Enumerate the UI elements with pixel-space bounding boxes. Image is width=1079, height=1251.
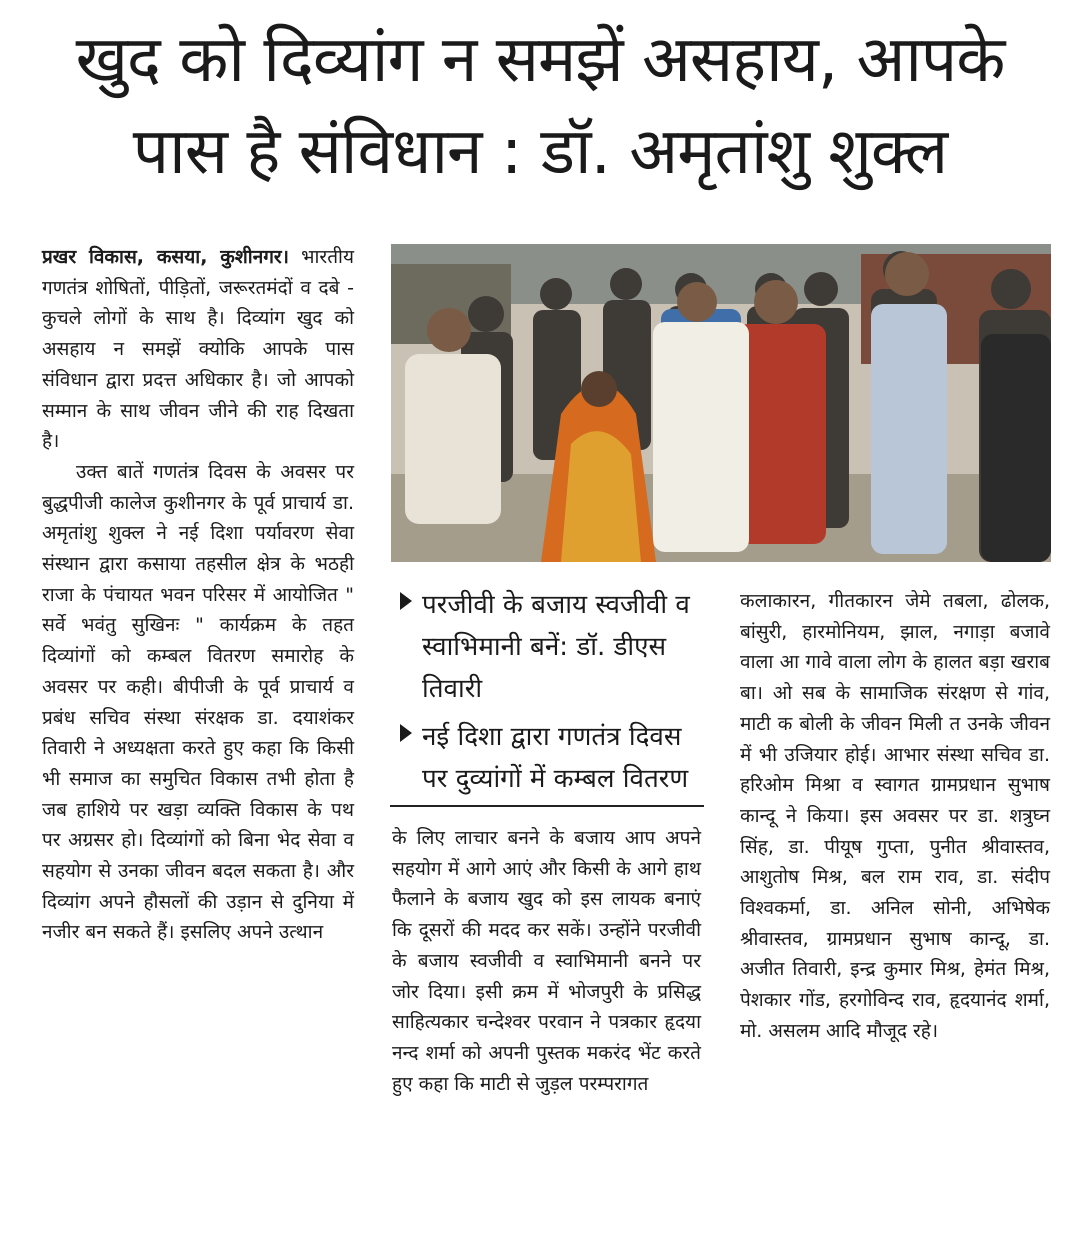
headline-line-2: पास है संविधान : डॉ. अमृतांशु शुक्ल [132,115,948,189]
article-column-3 [740,586,1050,1047]
triangle-arrow-icon [400,716,422,800]
highlight-text: नई दिशा द्वारा गणतंत्र दिवस पर दुव्यांगों में कम्बल वितरण [422,722,689,794]
triangle-arrow-icon [400,584,422,710]
highlight-item [400,584,700,710]
divider [390,805,704,807]
headline-line-1: खुद को दिव्यांग न समझें असहाय, आपके [75,23,1005,97]
headline [20,14,1060,198]
article-paragraph-1 [42,242,354,457]
news-photo [391,244,1051,562]
news-photo-drawing [391,244,1051,562]
article-paragraph-3: के लिए लाचार बनने के बजाय आप अपने सहयोग में आगे आएं और किसी के आगे हाथ फैलाने के बजाय खुद को इस लायक बनाएं कि दूसरों की मदद कर सकें। उन्होंने परजीवी के बजाय स्वजीवी व स्वाभिमानी बनने पर जोर दिया। इसी क्रम में भोजपुरी के प्रसिद्ध साहित्यकार चन्देश्वर परवान ने पत्रकार हृदया नन्द शर्मा को अपनी पुस्तक मकरंद भेंट करते हुए कहा कि माटी से जुड़ल परम्परागत [392,827,701,1095]
highlight-item [400,716,700,800]
highlight-text: परजीवी के बजाय स्वजीवी व स्वाभिमानी बनें: डॉ. डीएस तिवारी [422,590,690,704]
article-column-2 [392,823,701,1099]
article-paragraph-2: उक्त बातें गणतंत्र दिवस के अवसर पर बुद्धपीजी कालेज कुशीनगर के पूर्व प्राचार्य डा. अमृतांशु शुक्ल ने नई दिशा पर्यावरण सेवा संस्थान द्वारा कसाया तहसील क्षेत्र के भठही राजा के पंचायत भवन परिसर में आयोजित " सर्वे भवंतु सुखिनः " कार्यक्रम के तहत दिव्यांगों को कम्बल वितरण समारोह के अवसर पर कही। बीपीजी के पूर्व प्राचार्य व प्रबंध सचिव संस्था संरक्षक डा. दयाशंकर तिवारी ने अध्यक्षता करते हुए कहा कि किसी भी समाज का समुचित विकास तभी होता है जब हाशिये पर खड़ा व्यक्ति विकास के पथ पर अग्रसर हो। दिव्यांगों को बिना भेद सेवा व सहयोग से उनका जीवन बदल सकता है। और दिव्यांग अपने हौसलों की उड़ान से दुनिया में नजीर बन सकते हैं। इसलिए अपने उत्थान [42,460,354,944]
article-paragraph-4: कलाकारन, गीतकारन जेमे तबला, ढोलक, बांसुरी, हारमोनियम, झाल, नगाड़ा बजावे वाला आ गावे वाला लोग के हालत बड़ा खराब बा। ओ सब के सामाजिक संरक्षण से गांव, माटी क बोली के जीवन मिली त उनके जीवन में भी उजियार होई। आभार संस्था सचिव डा. हरिओम मिश्रा व स्वागत ग्रामप्रधान सुभाष कान्दू ने किया। इस अवसर पर डा. शत्रुघ्न सिंह, डा. पीयूष गुप्ता, पुनीत श्रीवास्तव, आशुतोष मिश्र, बल राम राव, डा. संदीप विश्वकर्मा, डा. अनिल सोनी, अभिषेक श्रीवास्तव, ग्रामप्रधान सुभाष कान्दू, डा. अजीत तिवारी, इन्द्र कुमार मिश्र, हेमंत मिश्र, पेशकार गोंड, हरगोविन्द राव, हृदयानंद शर्मा, मो. असलम आदि मौजूद रहे। [740,590,1050,1042]
highlights [400,584,700,806]
dateline: प्रखर विकास, कसया, कुशीनगर। [42,246,289,268]
article-column-1 [42,242,354,948]
article-paragraph-1-text: भारतीय गणतंत्र शोषितों, पीड़ितों, जरूरतमंदों व दबे - कुचले लोगों के साथ है। दिव्यांग खुद को असहाय न समझें क्योकि आपके पास संविधान द्वारा प्रदत्त अधिकार है। जो आपको सम्मान के साथ जीवन जीने की राह दिखता है। [42,246,354,453]
